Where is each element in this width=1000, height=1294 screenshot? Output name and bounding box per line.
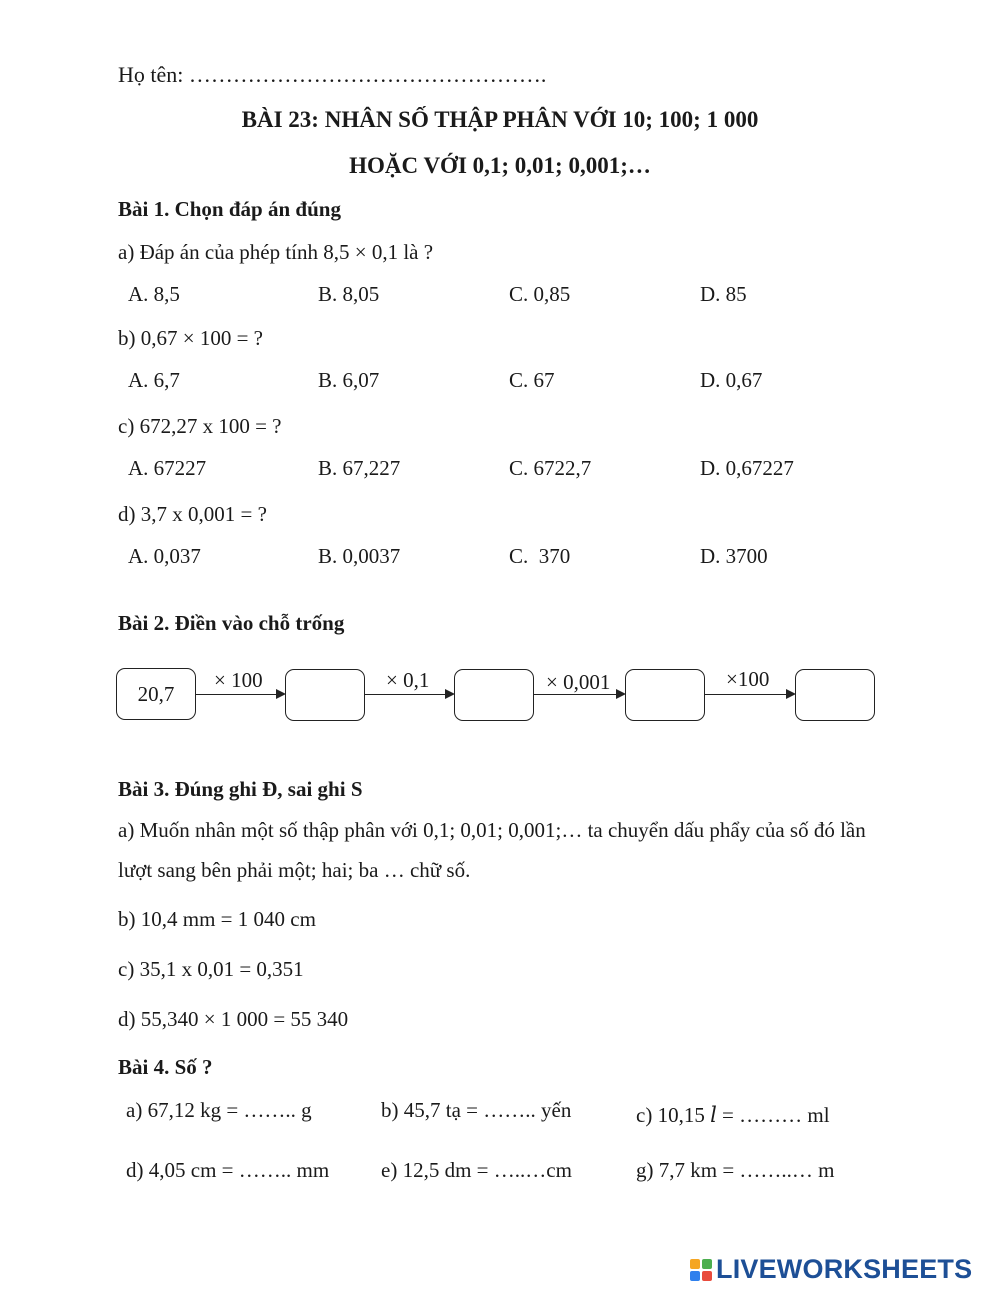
bai4-item-c: c) 10,15 𝑙 = ……… ml: [636, 1103, 830, 1127]
chain-start-box: 20,7: [116, 668, 196, 720]
chain-arrow-4: [705, 694, 794, 695]
bai1-a-option-a[interactable]: A. 8,5: [128, 282, 180, 306]
logo-square-1: [690, 1259, 700, 1269]
bai1-heading: Bài 1. Chọn đáp án đúng: [118, 197, 341, 221]
bai3-statement-b: b) 10,4 mm = 1 040 cm: [118, 907, 316, 931]
chain-arrow-1: [196, 694, 284, 695]
liveworksheets-logo: [690, 1254, 972, 1285]
bai4-item-g: g) 7,7 km = ……..… m: [636, 1158, 835, 1182]
bai1-b-option-b[interactable]: B. 6,07: [318, 368, 380, 392]
chain-answer-box-3[interactable]: [625, 669, 705, 721]
bai1-d-option-a[interactable]: A. 0,037: [128, 544, 201, 568]
bai3-statement-d: d) 55,340 × 1 000 = 55 340: [118, 1007, 349, 1031]
chain-operator-3: × 0,001: [546, 670, 611, 694]
liveworksheets-brand-text: LIVEWORKSHEETS: [716, 1254, 973, 1284]
bai1-d-option-d[interactable]: D. 3700: [700, 544, 768, 568]
name-line: Họ tên: ………………………………………….: [118, 62, 547, 87]
chain-operator-2: × 0,1: [386, 668, 430, 692]
bai1-b-option-a[interactable]: A. 6,7: [128, 368, 180, 392]
page-title-line1: BÀI 23: NHÂN SỐ THẬP PHÂN VỚI 10; 100; 1 000: [241, 107, 759, 132]
bai4-item-b: b) 45,7 tạ = …….. yến: [381, 1098, 572, 1122]
chain-arrow-2: [365, 694, 453, 695]
bai1-question-b: b) 0,67 × 100 = ?: [118, 326, 264, 350]
bai1-d-option-c[interactable]: C. 370: [509, 544, 571, 568]
bai3-statement-a-line1: a) Muốn nhân một số thập phân với 0,1; 0,01; 0,001;… ta chuyển dấu phẩy của số đó lần: [118, 818, 866, 842]
chain-answer-box-4[interactable]: [795, 669, 875, 721]
bai1-question-a: a) Đáp án của phép tính 8,5 × 0,1 là ?: [118, 240, 434, 264]
bai1-b-option-d[interactable]: D. 0,67: [700, 368, 763, 392]
bai1-d-option-b[interactable]: B. 0,0037: [318, 544, 401, 568]
bai3-statement-a-line2: lượt sang bên phải một; hai; ba … chữ số.: [118, 858, 471, 882]
bai4-item-d: d) 4,05 cm = …….. mm: [126, 1158, 330, 1182]
bai3-heading: Bài 3. Đúng ghi Đ, sai ghi S: [118, 777, 363, 801]
logo-square-3: [690, 1271, 700, 1281]
bai1-a-option-c[interactable]: C. 0,85: [509, 282, 571, 306]
bai1-a-option-d[interactable]: D. 85: [700, 282, 747, 306]
bai2-heading: Bài 2. Điền vào chỗ trống: [118, 611, 345, 635]
bai4-item-e: e) 12,5 dm = …..…cm: [381, 1158, 572, 1182]
bai1-c-option-d[interactable]: D. 0,67227: [700, 456, 794, 480]
bai1-c-option-c[interactable]: C. 6722,7: [509, 456, 592, 480]
logo-square-2: [702, 1259, 712, 1269]
bai1-a-option-b[interactable]: B. 8,05: [318, 282, 380, 306]
chain-answer-box-1[interactable]: [285, 669, 365, 721]
chain-operator-4: ×100: [726, 667, 770, 691]
bai1-question-c: c) 672,27 x 100 = ?: [118, 414, 282, 438]
bai1-c-option-b[interactable]: B. 67,227: [318, 456, 401, 480]
bai1-c-option-a[interactable]: A. 67227: [128, 456, 207, 480]
liveworksheets-logo-icon: [690, 1259, 712, 1281]
bai3-statement-c: c) 35,1 x 0,01 = 0,351: [118, 957, 304, 981]
page-title-line2: HOẶC VỚI 0,1; 0,01; 0,001;…: [349, 153, 651, 178]
chain-operator-1: × 100: [214, 668, 263, 692]
bai4-item-a: a) 67,12 kg = …….. g: [126, 1098, 312, 1122]
bai4-heading: Bài 4. Số ?: [118, 1055, 213, 1079]
chain-answer-box-2[interactable]: [454, 669, 534, 721]
logo-square-4: [702, 1271, 712, 1281]
bai1-question-d: d) 3,7 x 0,001 = ?: [118, 502, 267, 526]
bai1-b-option-c[interactable]: C. 67: [509, 368, 555, 392]
